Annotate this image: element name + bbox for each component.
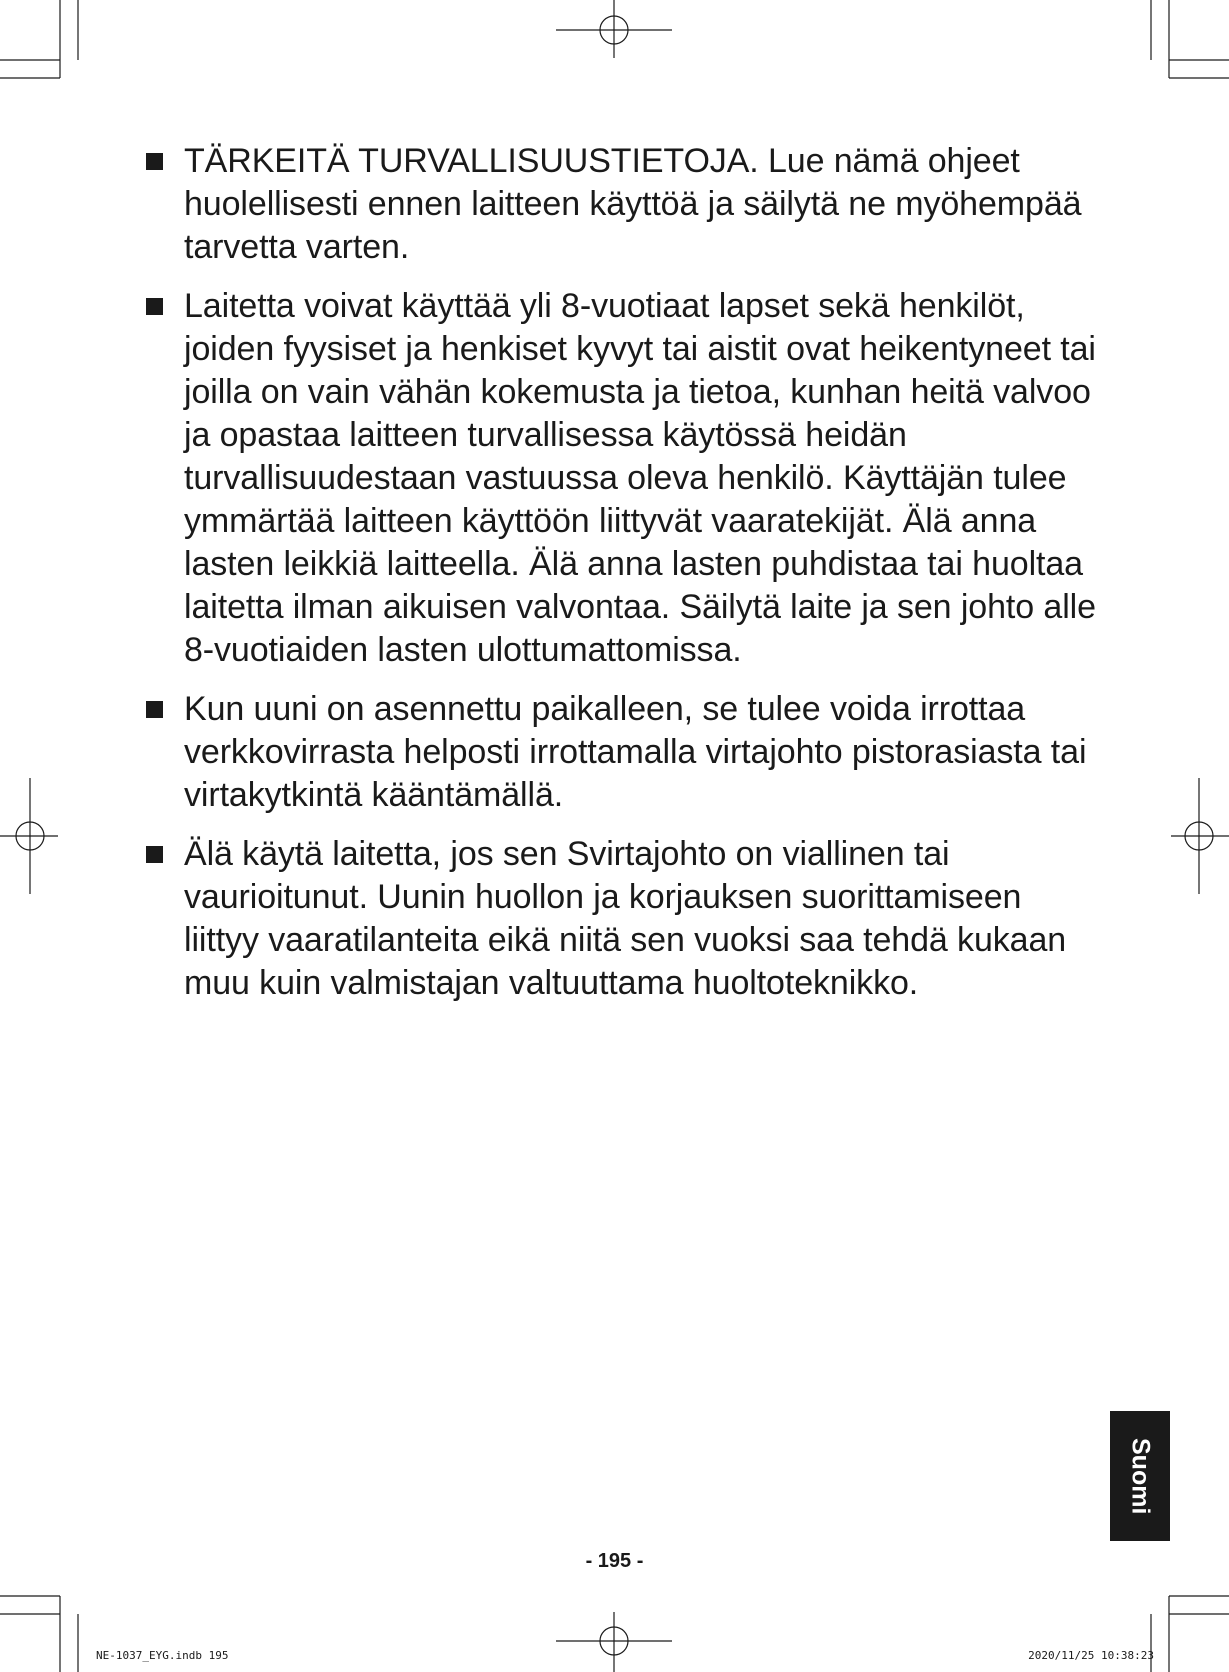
square-bullet-icon	[146, 153, 163, 170]
page-number: - 195 -	[585, 1550, 644, 1572]
list-item-text: Älä käytä laitetta, jos sen Svirtajohto on viallinen tai vaurioitunut. Uunin huollon ja korjauksen suorittamiseen liittyy vaaratilanteita eikä niitä sen vuoksi saa tehdä kukaan muu kuin valmistajan valtuuttama huoltoteknikko.	[184, 835, 1067, 1002]
list-item	[142, 833, 1102, 1005]
registration-mark-bottom	[556, 1612, 672, 1672]
square-bullet-icon	[146, 701, 163, 718]
footer-timestamp: 2020/11/25 10:38:23	[1028, 1649, 1154, 1662]
registration-mark-top	[556, 0, 672, 58]
registration-mark-left	[0, 778, 58, 894]
square-bullet-icon	[146, 846, 163, 863]
registration-mark-right	[1171, 778, 1229, 894]
list-item	[142, 285, 1102, 672]
crop-mark-bottom-left	[0, 1596, 78, 1672]
list-item-text: TÄRKEITÄ TURVALLISUUSTIETOJA. Lue nämä ohjeet huolellisesti ennen laitteen käyttöä ja säilytä ne myöhempää tarvetta varten.	[184, 142, 1082, 266]
crop-mark-bottom-right	[1151, 1596, 1229, 1672]
crop-mark-top-right	[1151, 0, 1229, 78]
crop-mark-top-left	[0, 0, 78, 78]
footer-file-info: NE-1037_EYG.indb 195	[96, 1649, 229, 1662]
list-item	[142, 140, 1102, 269]
list-item	[142, 688, 1102, 817]
list-item-text: Kun uuni on asennettu paikalleen, se tulee voida irrottaa verkkovirrasta helposti irrottamalla virtajohto pistorasiasta tai virtakytkintä kääntämällä.	[184, 690, 1087, 814]
safety-instructions-list	[142, 140, 1102, 1021]
language-tab	[1110, 1411, 1170, 1541]
list-item-text: Laitetta voivat käyttää yli 8-vuotiaat lapset sekä henkilöt, joiden fyysiset ja henkiset kyvyt tai aistit ovat heikentyneet tai joilla on vain vähän kokemusta ja tietoa, kunhan heitä valvoo ja opastaa laitteen turvallisessa käytössä heidän turvallisuudestaan vastuussa oleva henkilö. Käyttäjän tulee ymmärtää laitteen käyttöön liittyvät vaaratekijät. Älä anna lasten leikkiä laitteella. Älä anna lasten puhdistaa tai huoltaa laitetta ilman aikuisen valvontaa. Säilytä laite ja sen johto alle 8-vuotiaiden lasten ulottumattomissa.	[184, 287, 1096, 669]
square-bullet-icon	[146, 298, 163, 315]
language-tab-label: Suomi	[1126, 1437, 1155, 1515]
